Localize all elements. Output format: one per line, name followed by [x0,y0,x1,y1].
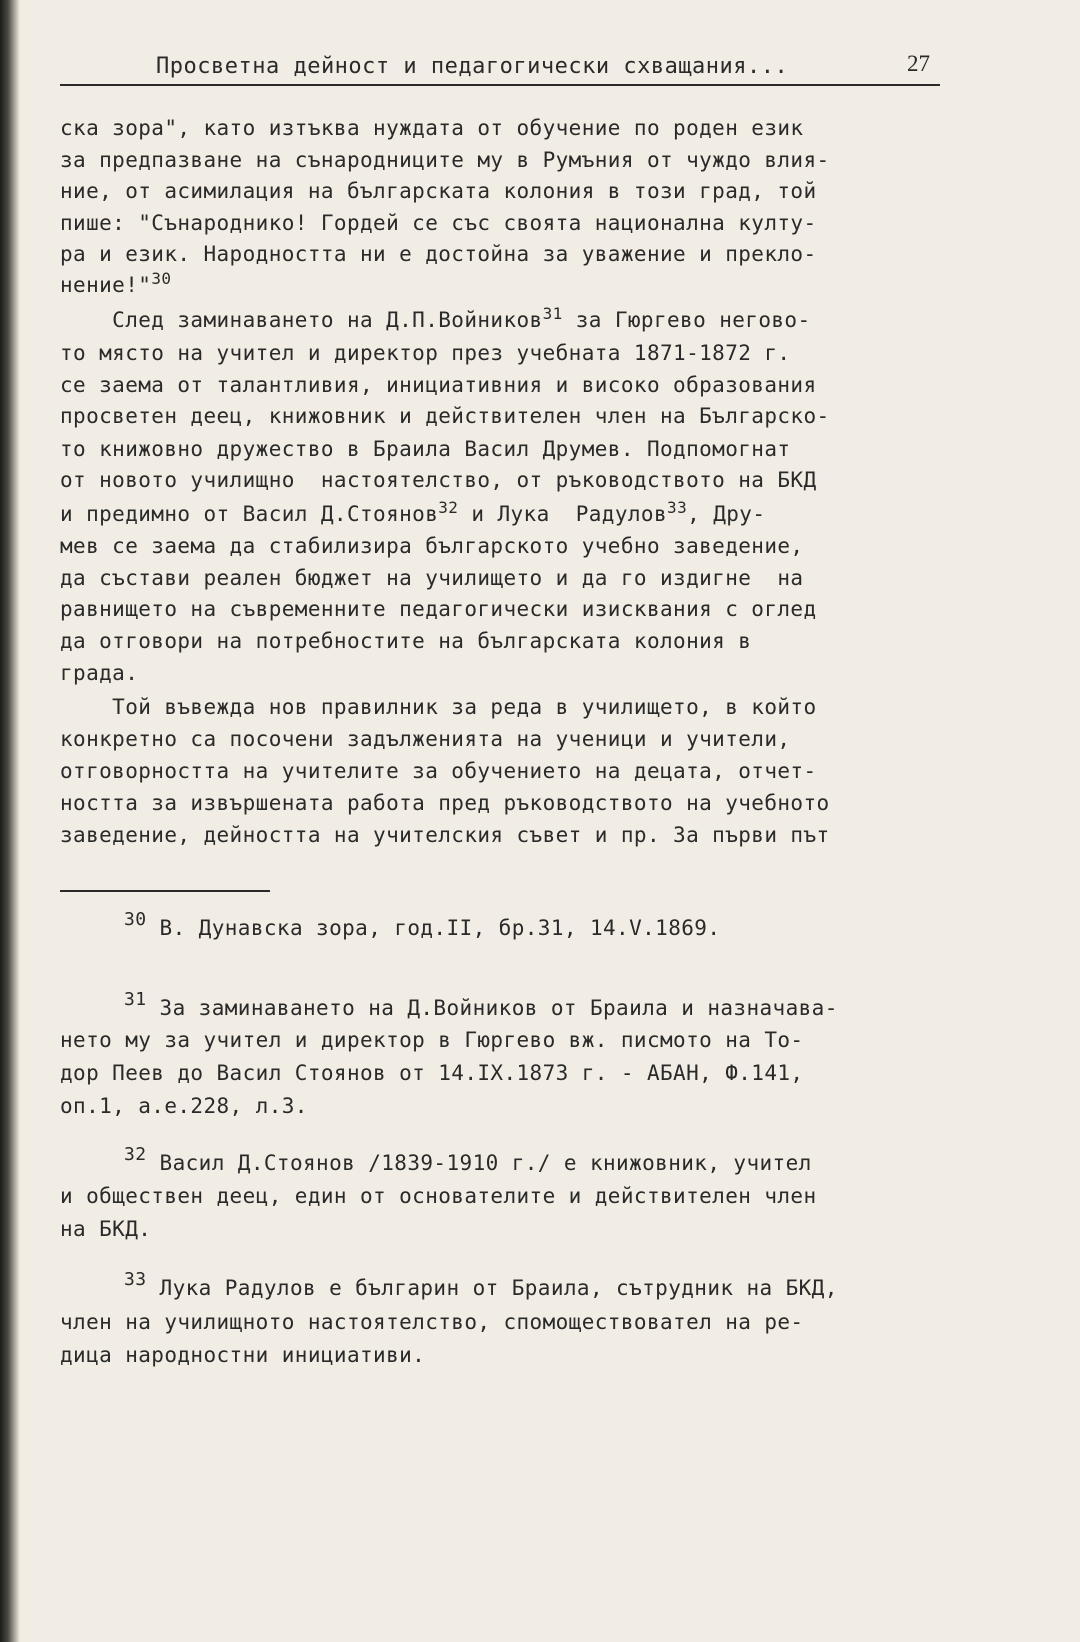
footnote-33: 33 Лука Радулов е българин от Браила, сътрудник на БКД, [124,1269,838,1300]
text-line: да отговори на потребностите на българската колония в [60,629,752,653]
text-line: член на училищното настоятелство, спомоществовател на ре- [60,1310,804,1334]
text-line: то място на учител и директор през учебната 1871-1872 г. [60,341,791,365]
running-header [60,48,940,86]
text-line: оп.1, а.е.228, л.3. [60,1094,308,1118]
footnote-number: 30 [124,909,147,930]
text-line: равнището на съвременните педагогически изисквания с оглед [60,597,817,621]
footnote-number: 33 [124,1269,147,1290]
text-line: отговорността на учителите за обучението на децата, отчет- [60,759,817,783]
text-line: града. [60,661,139,685]
book-spine-edge [0,0,20,1642]
text-line: мев се заема да стабилизира българското учебно заведение, [60,534,804,558]
footnote-32: 32 Васил Д.Стоянов /1839-1910 г./ е книжовник, учител [124,1144,812,1175]
text-line: ска зора", като изтъква нуждата от обучение по роден език [60,116,804,140]
text-line: и обществен деец, един от основателите и действителен член [60,1184,817,1208]
text-line: от новото училищно настоятелство, от ръководството на БКД [60,468,817,492]
text-line: се заема от талантливия, инициативния и високо образования [60,373,817,397]
text-line: нение!"$^{30}$ [60,269,172,297]
text-line: ра и език. Народността ни е достойна за уважение и прекло- [60,242,817,266]
text-line: на БКД. [60,1217,152,1241]
text-line: да състави реален бюджет на училището и да го издигне на [60,566,804,590]
footnote-ref: 33 [667,498,688,517]
footnote-number: 31 [124,989,147,1010]
text-line: Той въвежда нов правилник за реда в училището, в който [60,695,817,719]
text-line: пише: "Сънароднико! Гордей се със своята национална култу- [60,211,817,235]
footnote-ref: 31 [542,304,563,323]
footnote-ref: 30 [151,269,172,288]
footnote-separator [60,890,270,892]
text-line: то книжовно дружество в Браила Васил Друмев. Подпомогнат [60,437,791,461]
page-number: 27 [907,51,930,76]
footnote-number: 32 [124,1144,147,1165]
text-line: нето му за учител и директор в Гюргево вж. писмото на То- [60,1028,804,1052]
text-line: дица народностни инициативи. [60,1343,426,1367]
text-line: заведение, дейността на учителския съвет и пр. За първи път [60,823,830,847]
text-line: просветен деец, книжовник и действителен член на Българско- [60,404,830,428]
footnote-31: 31 За заминаването на Д.Войников от Браила и назначава- [124,989,838,1020]
text-line: дор Пеев до Васил Стоянов от 14.IX.1873 г. - АБАН, Ф.141, [60,1061,804,1085]
text-line: ние, от асимилация на българската колония в този град, той [60,179,817,203]
footnote-30: 30 В. Дунавска зора, год.II, бр.31, 14.V.1869. [124,909,721,940]
text-line: ността за извършената работа пред ръководството на учебното [60,791,830,815]
footnote-ref: 32 [438,498,459,517]
running-title: Просветна дейност и педагогически схващания... [156,54,789,79]
text-line: конкретно са посочени задълженията на ученици и учители, [60,727,791,751]
text-line: След заминаването на Д.П.Войников$^{31}$ за Гюргево негово- [60,304,811,332]
text-line: и предимно от Васил Д.Стоянов$^{32}$ и Лука Радулов$^{33}$, Дру- [60,498,766,526]
text-line: за предпазване на сънародниците му в Румъния от чуждо влия- [60,148,830,172]
